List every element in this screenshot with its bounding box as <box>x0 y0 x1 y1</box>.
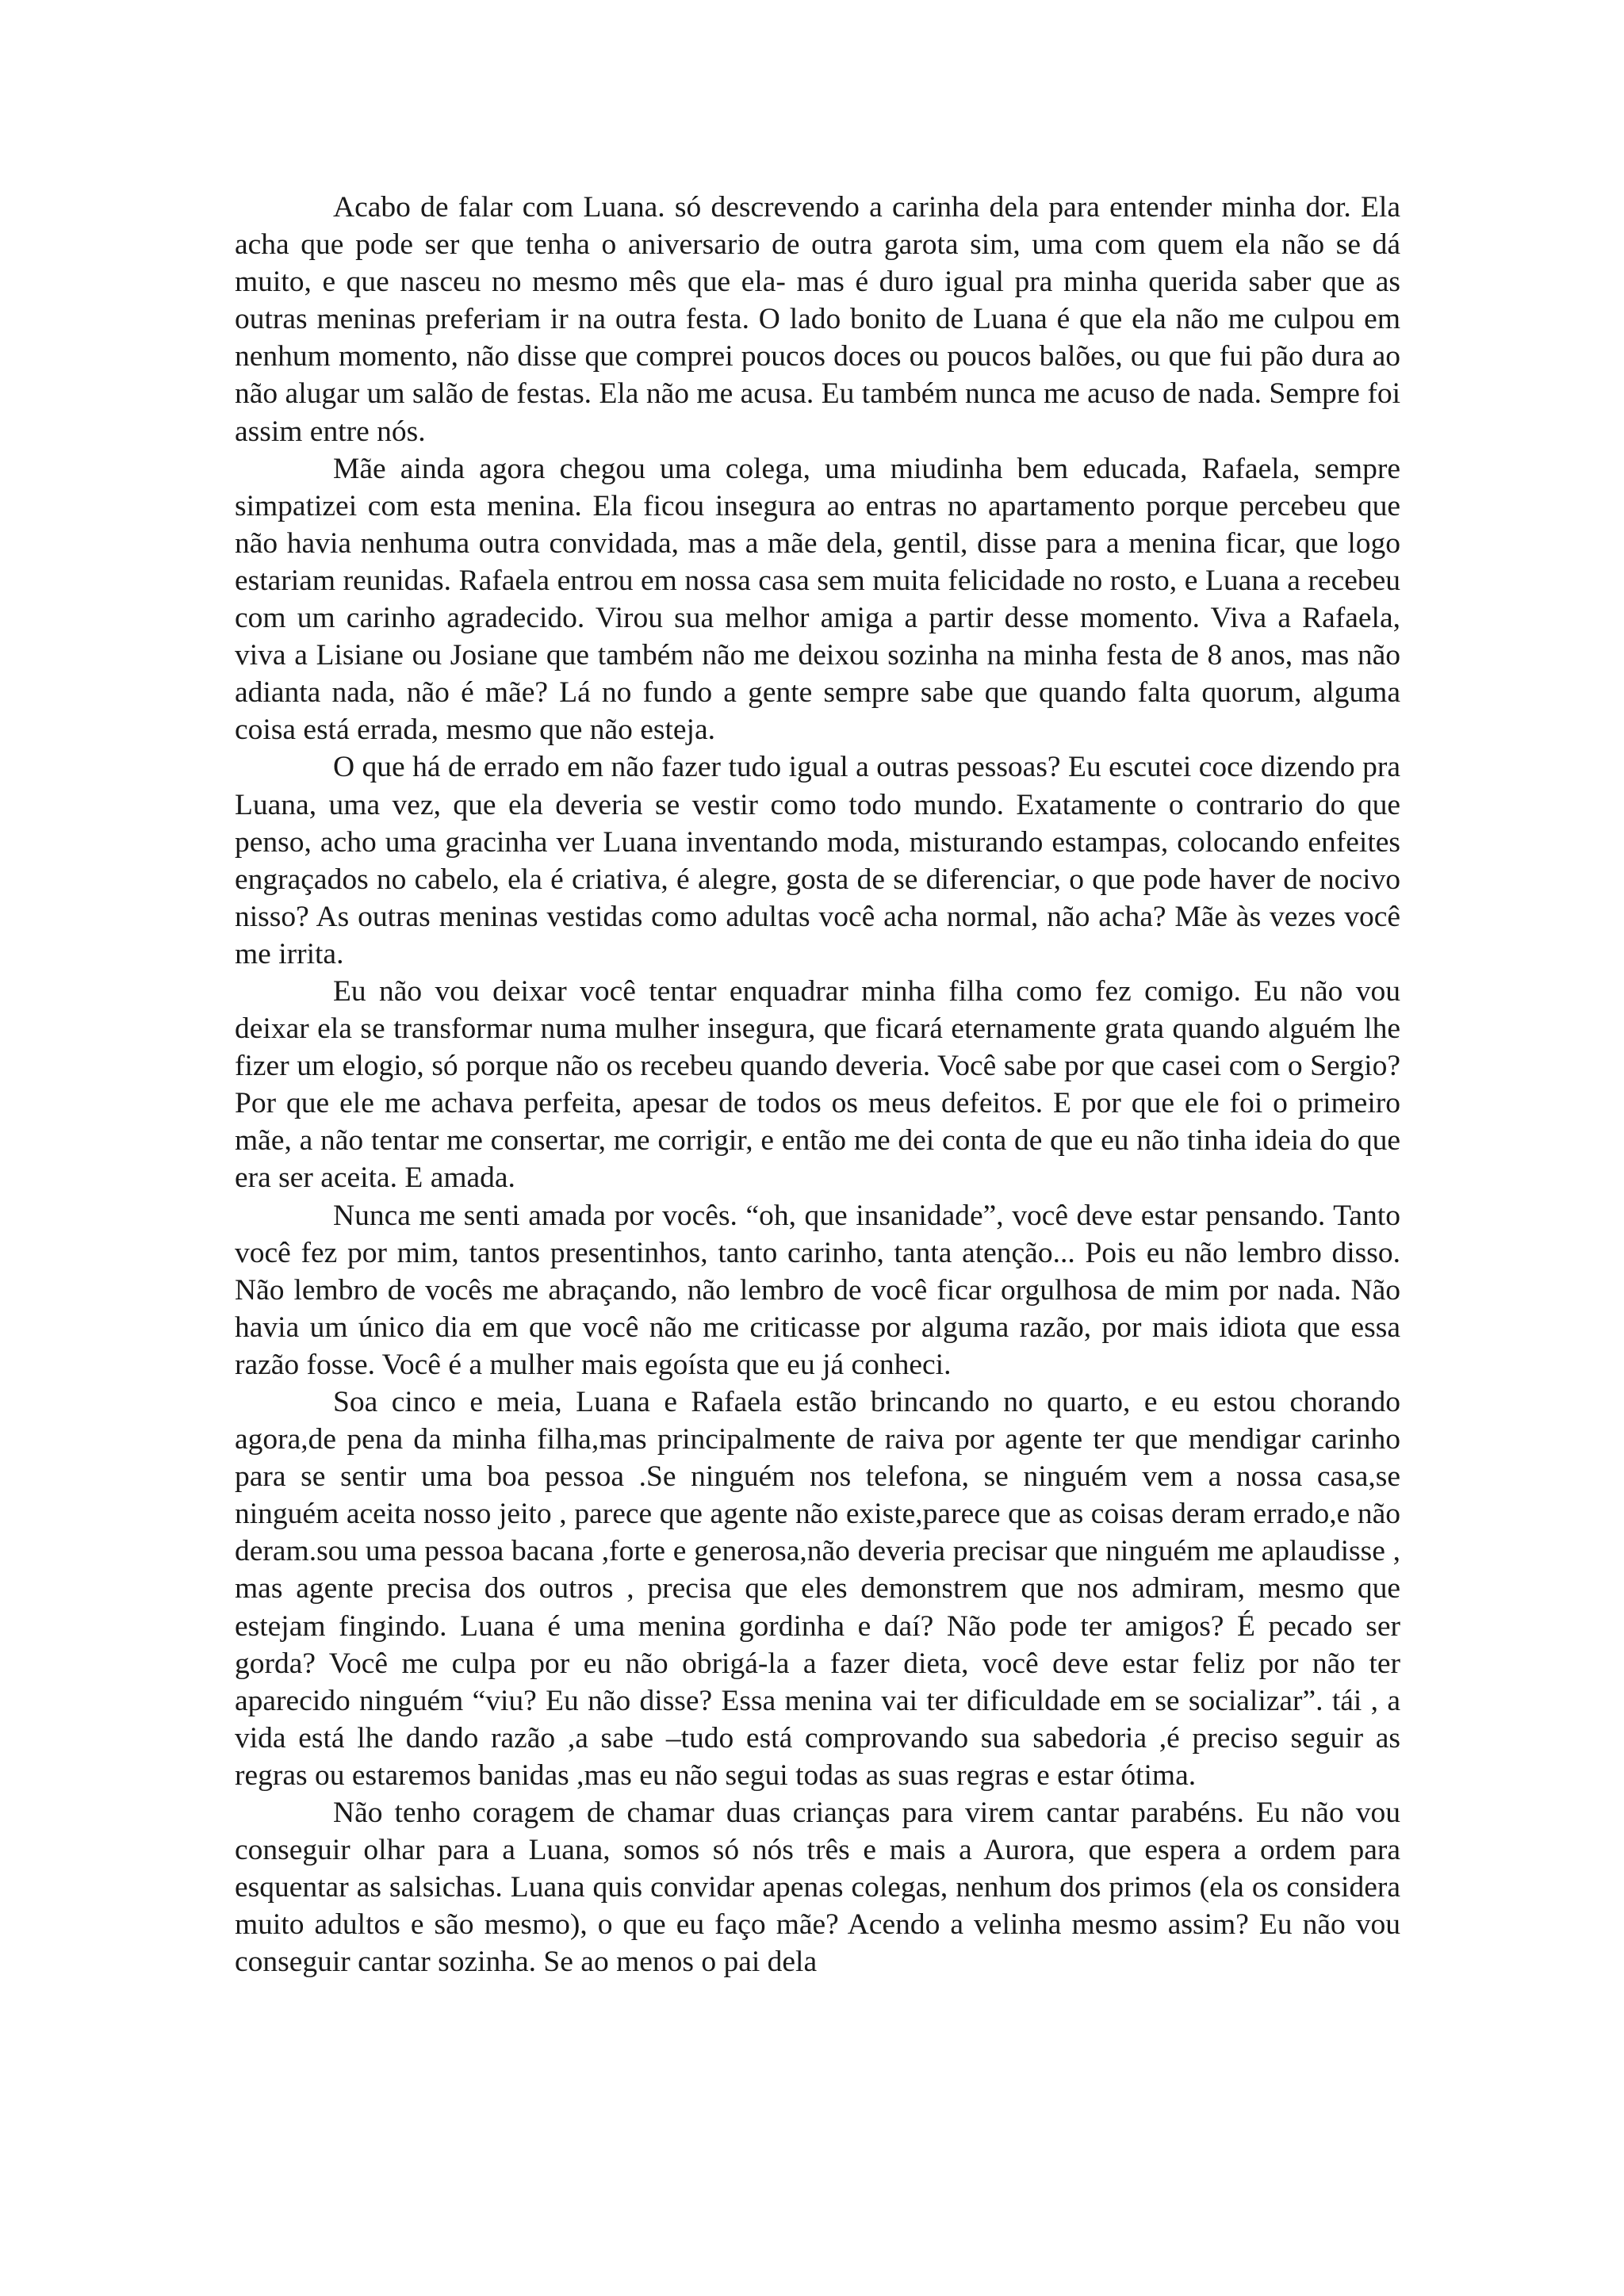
document-body <box>235 189 1400 1981</box>
paragraph: Acabo de falar com Luana. só descrevendo a carinha dela para entender minha dor. Ela acha que pode ser que tenha o aniversario de outra garota sim, uma com quem ela não se dá muito, e que nasceu no mesmo mês que ela- mas é duro igual pra minha querida saber que as outras meninas preferiam ir na outra festa. O lado bonito de Luana é que ela não me culpou em nenhum momento, não disse que comprei poucos doces ou poucos balões, ou que fui pão dura ao não alugar um salão de festas. Ela não me acusa. Eu também nunca me acuso de nada. Sempre foi assim entre nós. <box>235 191 1400 448</box>
paragraph: O que há de errado em não fazer tudo igual a outras pessoas? Eu escutei coce dizendo pra Luana, uma vez, que ela deveria se vestir como todo mundo. Exatamente o contrario do que penso, acho uma gracinha ver Luana inventando moda, misturando estampas, colocando enfeites engraçados no cabelo, ela é criativa, é alegre, gosta de se diferenciar, o que pode haver de nocivo nisso? As outras meninas vestidas como adultas você acha normal, não acha? Mãe às vezes você me irrita. <box>235 751 1400 970</box>
paragraph: Não tenho coragem de chamar duas crianças para virem cantar parabéns. Eu não vou conseguir olhar para a Luana, somos só nós três e mais a Aurora, que espera a ordem para esquentar as salsichas. Luana quis convidar apenas colegas, nenhum dos primos (ela os considera muito adultos e são mesmo), o que eu faço mãe? Acendo a velinha mesmo assim? Eu não vou conseguir cantar sozinha. Se ao menos o pai dela <box>235 1797 1400 1979</box>
paragraph: Mãe ainda agora chegou uma colega, uma miudinha bem educada, Rafaela, sempre simpatizei com esta menina. Ela ficou insegura ao entras no apartamento porque percebeu que não havia nenhuma outra convidada, mas a mãe dela, gentil, disse para a menina ficar, que logo estariam reunidas. Rafaela entrou em nossa casa sem muita felicidade no rosto, e Luana a recebeu com um carinho agradecido. Virou sua melhor amiga a partir desse momento. Viva a Rafaela, viva a Lisiane ou Josiane que também não me deixou sozinha na minha festa de 8 anos, mas não adianta nada, não é mãe? Lá no fundo a gente sempre sabe que quando falta quorum, alguma coisa está errada, mesmo que não esteja. <box>235 452 1400 747</box>
paragraph: Soa cinco e meia, Luana e Rafaela estão brincando no quarto, e eu estou chorando agora,de pena da minha filha,mas principalmente de raiva por agente ter que mendigar carinho para se sentir uma boa pessoa .Se ninguém nos telefona, se ninguém vem a nossa casa,se ninguém aceita nosso jeito , parece que agente não existe,parece que as coisas deram errado,e não deram.sou uma pessoa bacana ,forte e generosa,não deveria precisar que ninguém me aplaudisse , mas agente precisa dos outros , precisa que eles demonstrem que nos admiram, mesmo que estejam fingindo. Luana é uma menina gordinha e daí? Não pode ter amigos? É pecado ser gorda? Você me culpa por eu não obrigá-la a fazer dieta, você deve estar feliz por não ter aparecido ninguém “viu? Eu não disse? Essa menina vai ter dificuldade em se socializar”. tái , a vida está lhe dando razão ,a sabe –tudo está comprovando sua sabedoria ,é preciso seguir as regras ou estaremos banidas ,mas eu não segui todas as suas regras e estar ótima. <box>235 1386 1400 1792</box>
paragraph: Eu não vou deixar você tentar enquadrar minha filha como fez comigo. Eu não vou deixar ela se transformar numa mulher insegura, que ficará eternamente grata quando alguém lhe fizer um elogio, só porque não os recebeu quando deveria. Você sabe por que casei com o Sergio? Por que ele me achava perfeita, apesar de todos os meus defeitos. E por que ele foi o primeiro mãe, a não tentar me consertar, me corrigir, e então me dei conta de que eu não tinha ideia do que era ser aceita. E amada. <box>235 974 1400 1195</box>
paragraph: Nunca me senti amada por vocês. “oh, que insanidade”, você deve estar pensando. Tanto você fez por mim, tantos presentinhos, tanto carinho, tanta atenção... Pois eu não lembro disso. Não lembro de vocês me abraçando, não lembro de você ficar orgulhosa de mim por nada. Não havia um único dia em que você não me criticasse por alguma razão, por mais idiota que essa razão fosse. Você é a mulher mais egoísta que eu já conheci. <box>235 1199 1400 1381</box>
